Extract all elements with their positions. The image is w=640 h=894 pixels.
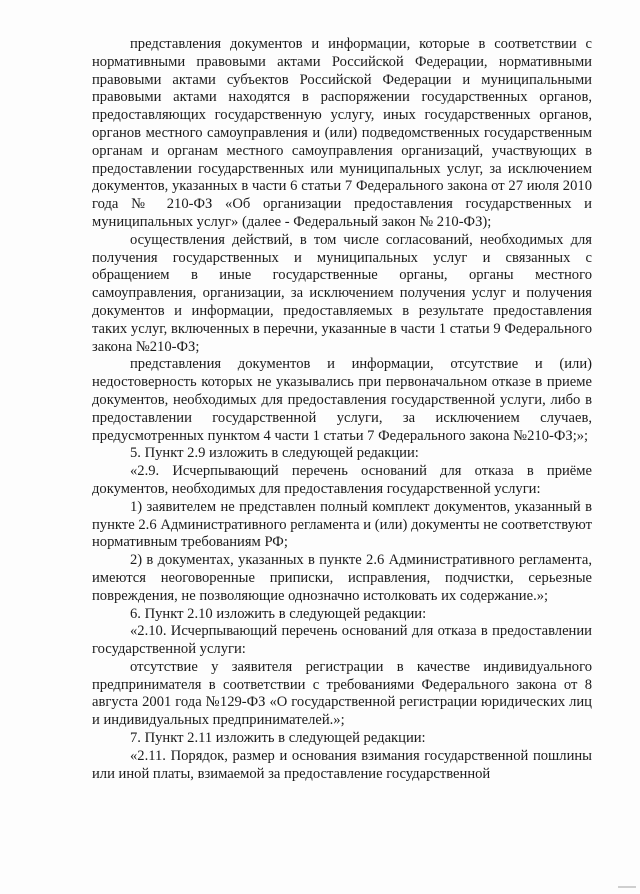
paragraph-section-2-11: «2.11. Порядок, размер и основания взимания государственной пошлины или иной платы, взимаемой за предоставление государственной: [92, 747, 592, 782]
paragraph-actions-approvals: осуществления действий, в том числе согласований, необходимых для получения государственных и муниципальных услуг и связанных с обращением в иные государственные органы, органы местного самоуправления, организации, за исключением получения услуг и получения документов и информации, предоставляемых в результате предоставления таких услуг, включенных в перечни, указанные в части 1 статьи 9 Федерального закона №210-ФЗ;: [92, 231, 592, 355]
paragraph-list-item-1: 1) заявителем не представлен полный комплект документов, указанный в пункте 2.6 Административного регламента и (или) документы не соответствуют нормативным требованиям РФ;: [92, 498, 592, 551]
paragraph-item-7-heading: 7. Пункт 2.11 изложить в следующей редакции:: [130, 730, 426, 747]
paragraph-section-2-9: «2.9. Исчерпывающий перечень оснований для отказа в приёме документов, необходимых для предоставления государственной услуги:: [92, 463, 592, 497]
paragraph-registration-requirement: отсутствие у заявителя регистрации в качестве индивидуального предпринимателя в соответствии с требованиями Федерального закона от 8 августа 2001 года №129-ФЗ «О государственной регистрации юридических лиц и индивидуальных предпринимателей.»;: [92, 658, 592, 729]
paragraph-unreliable-documents: представления документов и информации, отсутствие и (или) недостоверность которых не указывались при первоначальном отказе в приеме документов, необходимых для предоставления государственной услуги, либо в предоставлении государственной услуги, за исключением случаев, предусмотренных пунктом 4 части 1 статьи 7 Федерального закона №210-ФЗ;»;: [92, 356, 592, 444]
scan-edge-mark: [618, 886, 636, 888]
paragraph-item-5-heading: 5. Пункт 2.9 изложить в следующей редакции:: [130, 445, 419, 462]
document-body: [92, 36, 592, 783]
paragraph-documents-information: представления документов и информации, которые в соответствии с нормативными правовыми актами Российской Федерации, нормативными правовыми актами субъектов Российской Федерации и муниципальными правовыми актами находятся в распоряжении государственных органов, предоставляющих государственную услугу, иных государственных органов, органов местного самоуправления и (или) подведомственных государственным органам и органам местного самоуправления организаций, участвующих в предоставлении государственных или муниципальных услуг, за исключением документов, указанных в части 6 статьи 7 Федерального закона от 27 июля 2010 года № 210-ФЗ «Об организации предоставления государственных и муниципальных услуг» (далее - Федеральный закон № 210-ФЗ);: [92, 36, 592, 230]
paragraph-section-2-10: «2.10. Исчерпывающий перечень оснований для отказа в предоставлении государственной услуги:: [92, 623, 592, 658]
paragraph-list-item-2: 2) в документах, указанных в пункте 2.6 Административного регламента, имеются неоговоренные приписки, исправления, подчистки, серьезные повреждения, не позволяющие однозначно истолковать их содержание.»;: [92, 552, 592, 604]
paragraph-item-6-heading: 6. Пункт 2.10 изложить в следующей редакции:: [130, 605, 427, 622]
